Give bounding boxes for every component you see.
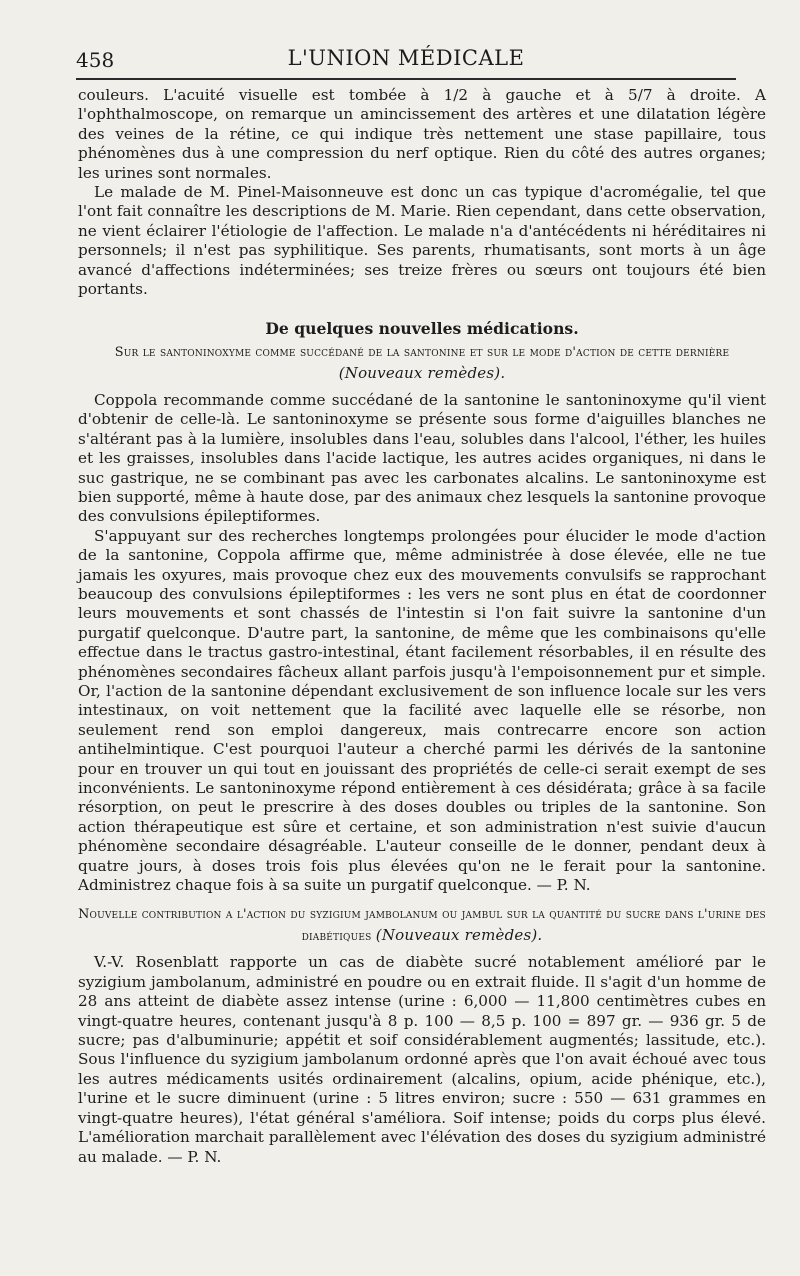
journal-title: L'UNION MÉDICALE xyxy=(287,46,525,70)
paragraph: Coppola recommande comme succédané de la santonine le santoninoxyme qu'il vient d'obtenir de celle-là. Le santoninoxyme se présente sous forme d'aiguilles blanches ne s'altérant pas à la lumière, insolubles dans l'eau, solubles dans l'alcool, l'éther, les huiles et les graisses, insolubles dans l'acide lactique, les autres acides organiques, ni dans le suc gastrique, ne se combinant pas avec les carbonates alcalins. Le santoninoxyme est bien supporté, même à haute dose, par des animaux chez lesquels la santonine provoque des convulsions épileptiformes. xyxy=(78,390,766,526)
subsection-title-text: Sur le santoninoxyme comme succédané de la santonine et sur le mode d'action de cette dernière xyxy=(114,344,730,360)
subsection-title xyxy=(78,343,766,385)
article-body xyxy=(78,86,766,1167)
section-title: De quelques nouvelles médications. xyxy=(265,319,579,339)
subsection-title-source: (Nouveaux remèdes). xyxy=(338,363,506,382)
spacer xyxy=(78,895,766,903)
header-rule xyxy=(76,78,736,80)
page-number: 458 xyxy=(76,48,115,72)
subsection-title-source: (Nouveaux remèdes). xyxy=(375,926,543,945)
paragraph: Le malade de M. Pinel-Maisonneuve est donc un cas typique d'acromégalie, tel que l'ont fait connaître les descriptions de M. Marie. Rien cependant, dans cette observation, ne vient éclairer l'étiologie de l'affection. Le malade n'a d'antécédents ni héréditaires ni personnels; il n'est pas syphilitique. Ses parents, rhumatisants, sont morts à un âge avancé d'affections indéterminées; ses treize frères ou sœurs ont toujours été bien portants. xyxy=(78,183,766,299)
paragraph: S'appuyant sur des recherches longtemps prolongées pour élucider le mode d'action de la santonine, Coppola affirme que, même administrée à dose élevée, elle ne tue jamais les oxyures, mais provoque chez eux des mouvements convulsifs se rapprochant beaucoup des convulsions épileptiformes : les vers ne sont plus en état de coordonner leurs mouvements et sont chassés de l'intestin si l'on fait suivre la santonine d'un purgatif quelconque. D'autre part, la santonine, de même que les combinaisons qu'elle effectue dans le tractus gastro-intestinal, étant facilement résorbables, il en résulte des phénomènes secondaires fâcheux allant parfois jusqu'à l'empoisonnement pur et simple. Or, l'action de la santonine dépendant exclusivement de son influence locale sur les vers intestinaux, on voit nettement que la facilité avec laquelle elle se résorbe, non seulement rend son emploi dangereux, mais contrecarre encore son action antihelmintique. C'est pourquoi l'auteur a cherché parmi les dérivés de la santonine pour en trouver un qui tout en jouissant des propriétés de celle-ci serait exempt de ses inconvénients. Le santoninoxyme répond entièrement à ces désidérata; grâce à sa facile résorption, on peut le prescrire à des doses doubles ou triples de la santonine. Son action thérapeutique est sûre et certaine, et son administration n'est suivie d'aucun phénomène secondaire désagréable. L'auteur conseille de le donner, pendant deux à quatre jours, à doses trois fois plus élevées qu'on ne le ferait pour la santonine. Administrez chaque fois à sa suite un purgatif quelconque. — P. N. xyxy=(78,526,766,895)
paragraph: couleurs. L'acuité visuelle est tombée à 1/2 à gauche et à 5/7 à droite. A l'ophthalmoscope, on remarque un amincissement des artères et une dilatation légère des veines de la rétine, ce qui indique très nettement une stase papillaire, tous phénomènes dus à une compression du nerf optique. Rien du côté des autres organes; les urines sont normales. xyxy=(78,86,766,182)
page-header xyxy=(76,40,736,74)
paragraph: V.-V. Rosenblatt rapporte un cas de diabète sucré notablement amélioré par le syzigium jambolanum, administré en poudre ou en extrait fluide. Il s'agit d'un homme de 28 ans atteint de diabète assez intense (urine : 6,000 — 11,800 centimètres cubes en vingt-quatre heures, contenant jusqu'à 8 p. 100 — 8,5 p. 100 = 897 gr. — 936 gr. 5 de sucre; pas d'albuminurie; appétit et soif considérablement augmentés; lassitude, etc.). Sous l'influence du syzigium jambolanum ordonné après que l'on avait échoué avec tous les autres médicaments usités ordinairement (alcalins, opium, acide phénique, etc.), l'urine et le sucre diminuent (urine : 5 litres environ; sucre : 550 — 631 grammes en vingt-quatre heures), l'état général s'améliora. Soif intense; poids du corps plus élevé. L'amélioration marchait parallèlement avec l'élévation des doses du syzigium administré au malade. — P. N. xyxy=(78,953,766,1166)
subsection-title-text: Nouvelle contribution a l'action du syzigium jambolanum ou jambul sur la quantité du sucre dans l'urine des diabétiques xyxy=(78,907,766,945)
subsection-title xyxy=(78,905,766,947)
